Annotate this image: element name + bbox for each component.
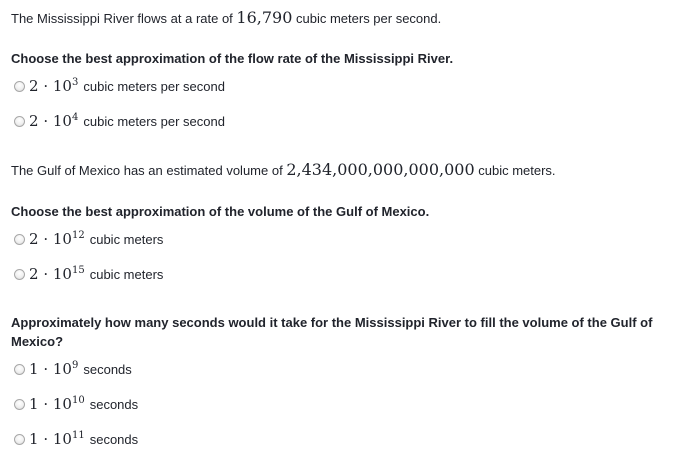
option-unit: cubic meters [89, 231, 164, 247]
option-1e10-seconds[interactable] [14, 395, 138, 413]
option-unit: cubic meters per second [83, 78, 225, 94]
gulf-volume-value: 2,434,000,000,000,000 [286, 160, 475, 179]
statement-text: The Gulf of Mexico has an estimated volume of [11, 163, 287, 178]
statement-text: The Mississippi River flows at a rate of [11, 11, 237, 26]
option-2e3-cubic-meters-per-second[interactable] [14, 77, 225, 95]
radio-button[interactable] [14, 364, 25, 375]
question-flow-rate: Choose the best approximation of the flow rate of the Mississippi River. [11, 51, 454, 66]
statement-text: cubic meters. [474, 163, 556, 178]
radio-button[interactable] [14, 81, 25, 92]
radio-button[interactable] [14, 116, 25, 127]
scientific-notation: $2 \cdot 10^{15}$ [29, 265, 85, 283]
option-2e12-cubic-meters[interactable] [14, 230, 163, 248]
option-unit: seconds [83, 361, 132, 377]
scientific-notation: $1 \cdot 10^{11}$ [29, 430, 85, 448]
radio-button[interactable] [14, 399, 25, 410]
option-2e4-cubic-meters-per-second[interactable] [14, 112, 225, 130]
option-unit: cubic meters [89, 266, 164, 282]
radio-button[interactable] [14, 434, 25, 445]
scientific-notation: $1 \cdot 10^9$ [29, 360, 79, 378]
question-gulf-volume: Choose the best approximation of the volume of the Gulf of Mexico. [11, 204, 430, 219]
scientific-notation: $1 \cdot 10^{10}$ [29, 395, 85, 413]
scientific-notation: $2 \cdot 10^3$ [29, 77, 79, 95]
option-1e11-seconds[interactable] [14, 430, 138, 448]
scientific-notation: $2 \cdot 10^{12}$ [29, 230, 85, 248]
option-1e9-seconds[interactable] [14, 360, 132, 378]
option-unit: seconds [89, 431, 139, 447]
question-fill-time: Approximately how many seconds would it take for the Mississippi River to fill the volume of the Gulf of Mexico? [11, 315, 653, 349]
gulf-volume-statement [11, 160, 556, 179]
option-2e15-cubic-meters[interactable] [14, 265, 163, 283]
scientific-notation: $2 \cdot 10^4$ [29, 112, 79, 130]
radio-button[interactable] [14, 234, 25, 245]
option-unit: cubic meters per second [83, 113, 225, 129]
radio-button[interactable] [14, 269, 25, 280]
option-unit: seconds [89, 396, 139, 412]
flow-rate-statement [11, 8, 441, 27]
flow-rate-value: 16,790 [236, 8, 293, 27]
statement-text: cubic meters per second. [292, 11, 442, 26]
